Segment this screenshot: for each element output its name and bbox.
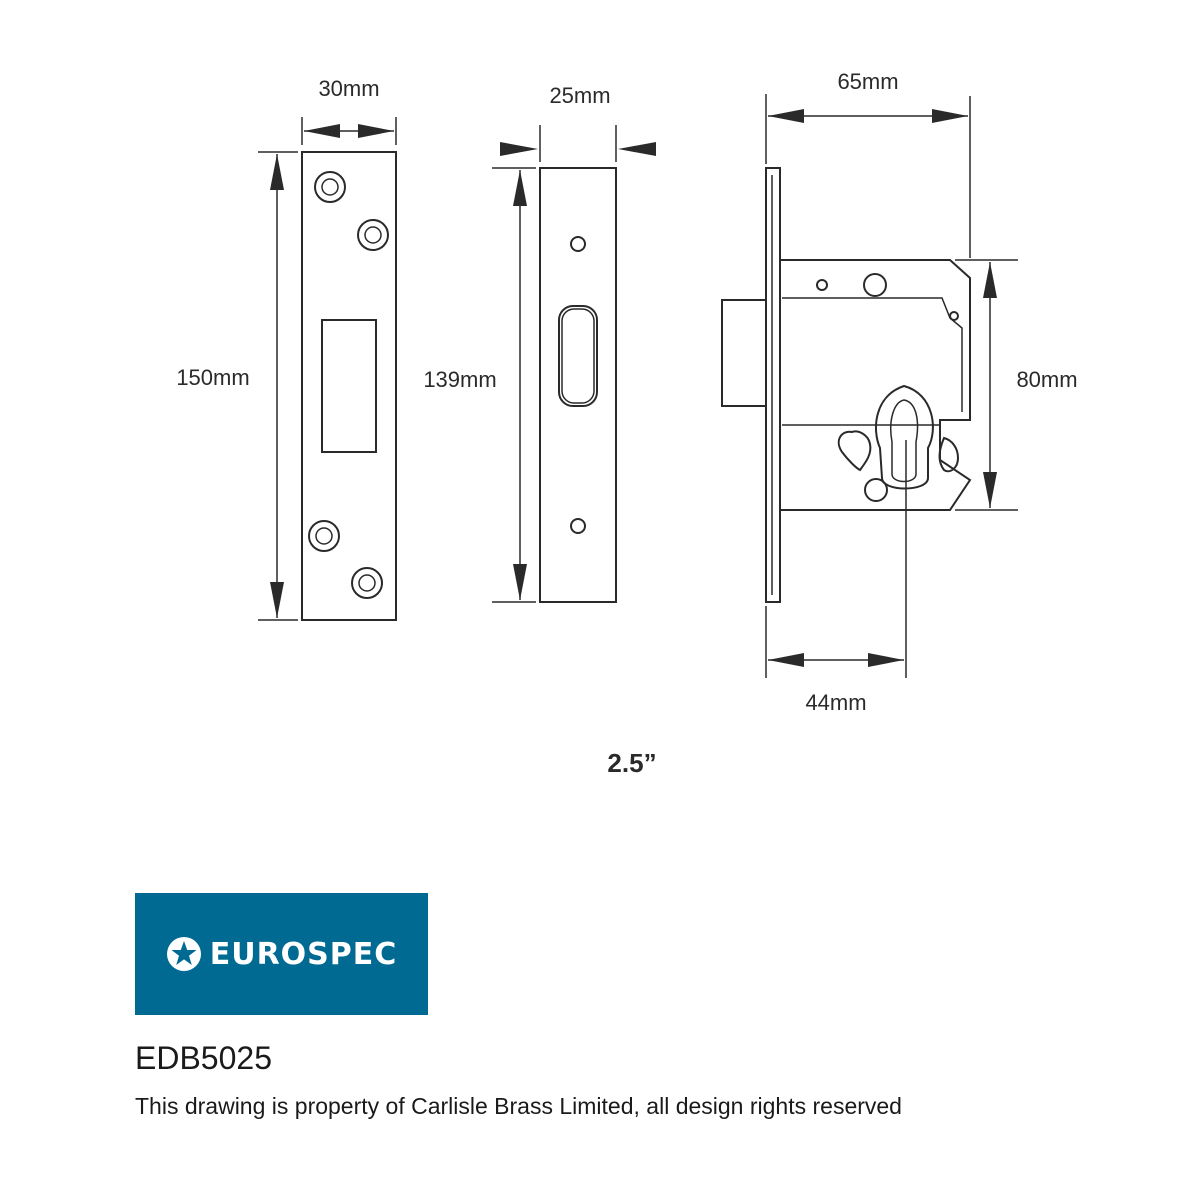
lock-backset-label: 44mm bbox=[805, 690, 867, 715]
faceplate-screw-hole-1 bbox=[315, 172, 345, 202]
strike-plate-height-dimension bbox=[492, 168, 536, 602]
lock-backset-dimension bbox=[766, 606, 904, 678]
strike-plate-view bbox=[423, 83, 656, 602]
strike-plate-height-label: 139mm bbox=[423, 367, 497, 392]
star-circle-icon bbox=[166, 936, 202, 972]
brand-logo-inner bbox=[166, 936, 398, 972]
lock-depth-label: 65mm bbox=[837, 69, 899, 94]
lock-deadbolt bbox=[722, 300, 766, 406]
faceplate-screw-hole-2 bbox=[358, 220, 388, 250]
brand-logo bbox=[135, 893, 428, 1015]
faceplate-bolt-slot bbox=[322, 320, 376, 452]
faceplate-view bbox=[176, 76, 396, 620]
strike-plate-width-dimension bbox=[500, 125, 656, 162]
lock-forend bbox=[766, 168, 780, 602]
faceplate-screw-hole-4 bbox=[352, 568, 382, 598]
faceplate-height-label: 150mm bbox=[176, 365, 250, 390]
product-code: EDB5025 bbox=[135, 1040, 272, 1076]
copyright-notice: This drawing is property of Carlisle Brass Limited, all design rights reserved bbox=[135, 1093, 902, 1119]
lock-size-label: 2.5” bbox=[607, 748, 657, 778]
faceplate-screw-hole-3 bbox=[309, 521, 339, 551]
strike-plate-outline bbox=[540, 168, 616, 602]
faceplate-height-dimension bbox=[258, 152, 298, 620]
strike-plate-keep-slot bbox=[559, 306, 597, 406]
strike-plate-hole-top bbox=[571, 237, 585, 251]
faceplate-width-dimension bbox=[302, 117, 396, 145]
lock-height-label: 80mm bbox=[1016, 367, 1078, 392]
brand-name: EUROSPEC bbox=[209, 936, 398, 972]
strike-plate-hole-bottom bbox=[571, 519, 585, 533]
lock-cylinder-profile bbox=[876, 386, 933, 489]
lock-body-view bbox=[722, 69, 1078, 715]
strike-plate-width-label: 25mm bbox=[549, 83, 611, 108]
lock-height-dimension bbox=[955, 260, 1018, 510]
faceplate-width-label: 30mm bbox=[318, 76, 380, 101]
lock-depth-dimension bbox=[766, 94, 970, 258]
